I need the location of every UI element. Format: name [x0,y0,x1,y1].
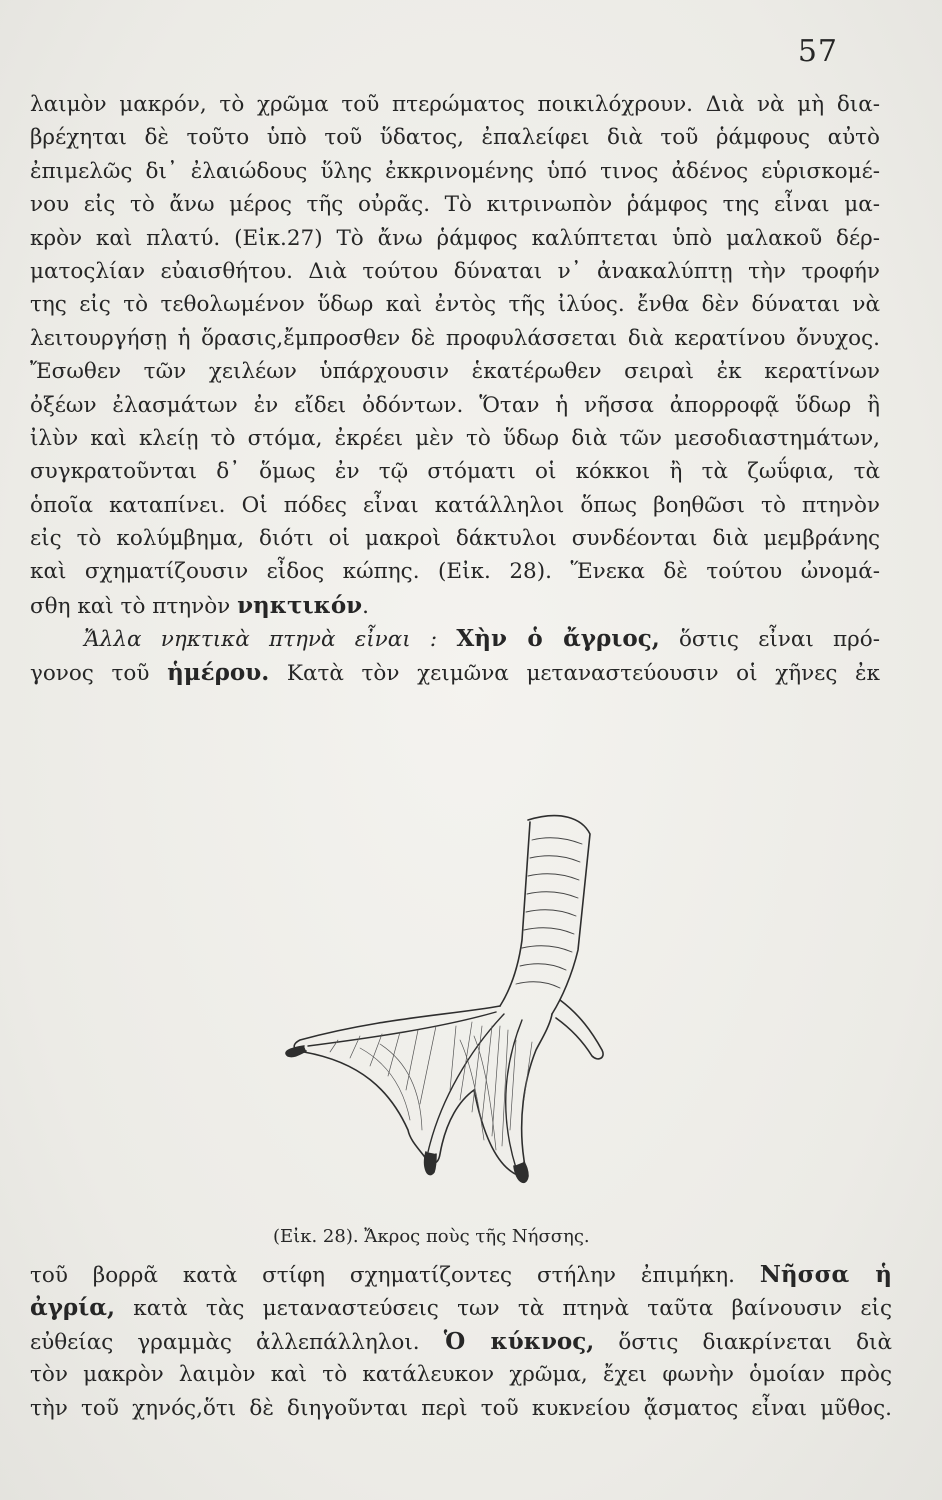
text-line: ματοςλίαν εὐαισθήτου. Διὰ τούτου δύναται ν᾽ ἀνακαλύπτῃ τὴν τροφήν [30,258,880,284]
text-fragment: ὅστις εἶναι πρό- [678,627,880,653]
main-paragraph [30,88,880,689]
text-line: λειτουργήσῃ ἡ ὅρασις,ἔμπροσθεν δὲ προφυλάσσεται διὰ κερατίνου ὄνυχος. [30,325,880,351]
text-line: Ἔσωθεν τῶν χειλέων ὑπάρχουσιν ἑκατέρωθεν σειραὶ ἐκ κερατίνων [30,359,880,385]
text-line [30,1325,892,1358]
text-line: ὀξέων ἐλασμάτων ἐν εἴδει ὀδόντων. Ὅταν ἡ νῆσσα ἀπορροφᾷ ὕδωρ ἢ [30,392,880,418]
bold-term: Νῆσσα ἡ [759,1261,892,1288]
text-fragment: κατὰ τὰς μεταναστεύσεις των τὰ πτηνὰ ταῦτα βαίνουσιν εἰς [133,1296,892,1322]
text-line: λαιμὸν μακρόν, τὸ χρῶμα τοῦ πτερώματος ποικιλόχρουν. Διὰ νὰ μὴ δια- [30,92,880,117]
text-line [30,1291,892,1324]
text-fragment: ὅστις διακρίνεται διὰ [618,1329,892,1355]
text-fragment: εὐθείας γραμμὰς ἀλλεπάλληλοι. [30,1329,420,1355]
text-fragment: Κατὰ τὸν χειμῶνα μεταναστεύουσιν οἱ χῆνες ἐκ [286,660,880,686]
bold-term: Ὁ κύκνος, [443,1327,595,1355]
text-line: βρέχηται δὲ τοῦτο ὑπὸ τοῦ ὕδατος, ἐπαλείφει διὰ τοῦ ῥάμφους αὐτὸ [30,125,880,151]
text-line: νου εἰς τὸ ἄνω μέρος τῆς οὐρᾶς. Τὸ κιτρινωπὸν ῥάμφος της εἶναι μα- [30,192,880,218]
text-fragment: σθη καὶ τὸ πτηνὸν [30,593,231,619]
text-line: τὸν μακρὸν λαιμὸν καὶ τὸ κατάλευκον χρῶμα, ἔχει φωνὴν ὁμοίαν πρὸς [30,1362,892,1388]
text-line [30,622,880,655]
text-line: ὁποῖα καταπίνει. Οἱ πόδες εἶναι κατάλληλοι ὅπως βοηθῶσι τὸ πτηνὸν [30,492,880,518]
text-line [30,589,880,622]
figure-caption: (Εἰκ. 28). Ἄκρος ποὺς τῆς Νήσσης. [273,1226,590,1247]
text-line: της εἰς τὸ τεθολωμένον ὕδωρ καὶ ἐντὸς τῆς ἰλύος. ἔνθα δὲν δύναται νὰ [30,292,880,318]
text-line [30,1258,892,1291]
page-number: 57 [797,34,838,69]
closing-paragraph [30,1258,892,1425]
text-line: ἐπιμελῶς δι᾽ ἐλαιώδους ὕλης ἐκκρινομένης ὑπό τινος ἀδένος εὑρισκομέ- [30,158,880,184]
text-line: εἰς τὸ κολύμβημα, διότι οἱ μακροὶ δάκτυλοι συνδέονται διὰ μεμβράνης [30,526,880,552]
bold-term: Χὴν ὁ ἄγριος, [456,625,660,653]
text-line [30,656,880,689]
text-line: συγκρατοῦνται δ᾽ ὅμως ἐν τῷ στόματι οἱ κόκκοι ἢ τὰ ζωΰφια, τὰ [30,459,880,485]
text-fragment: Ἄλλα νηκτικὰ πτηνὰ εἶναι : [84,627,438,653]
bold-term: ἡμέρου. [167,658,270,686]
duck-foot-illustration [260,800,680,1200]
text-line: κρὸν καὶ πλατύ. (Εἰκ.27) Τὸ ἄνω ῥάμφος καλύπτεται ὑπὸ μαλακοῦ δέρ- [30,225,880,251]
text-line: τὴν τοῦ χηνός,ὅτι δὲ διηγοῦνται περὶ τοῦ κυκνείου ᾄσματος εἶναι μῦθος. [30,1395,892,1421]
text-fragment: γονος τοῦ [30,660,150,686]
text-line: ἰλὺν καὶ κλείῃ τὸ στόμα, ἐκρέει μὲν τὸ ὕδωρ διὰ τῶν μεσοδιαστημάτων, [30,425,880,451]
text-fragment: τοῦ βορρᾶ κατὰ στίφη σχηματίζοντες στήλην ἐπιμήκη. [30,1263,735,1288]
bold-term: ἀγρία, [30,1294,116,1322]
text-line: καὶ σχηματίζουσιν εἶδος κώπης. (Εἰκ. 28). Ἕνεκα δὲ τούτου ὠνομά- [30,559,880,585]
text-fragment: . [362,593,369,619]
bold-term: νηκτικόν [237,591,363,619]
